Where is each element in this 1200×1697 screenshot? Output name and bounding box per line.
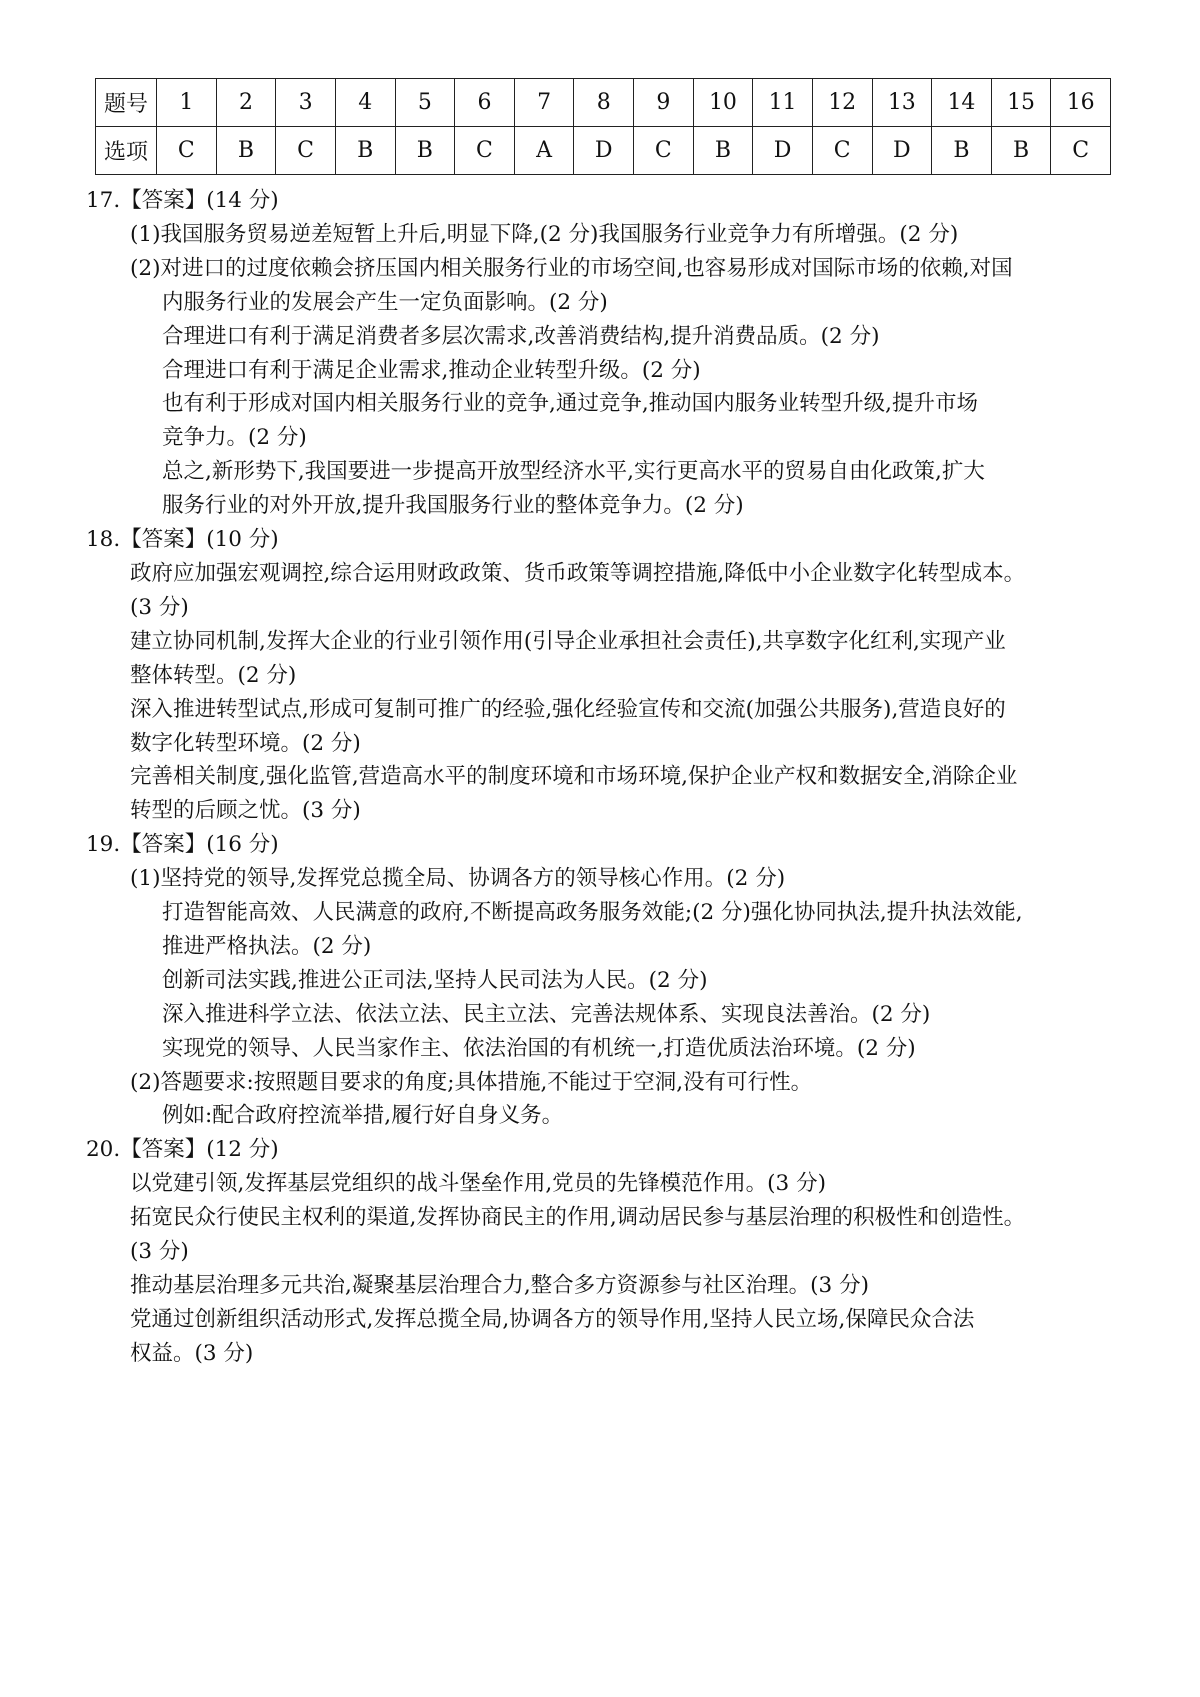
q18-point4-line1: 完善相关制度,强化监管,营造高水平的制度环境和市场环境,保护企业产权和数据安全,消除企业 (130, 764, 1018, 790)
question-number-cell: 16 (1051, 79, 1111, 127)
q19-point-government-line2: 推进严格执法。(2 分) (162, 933, 372, 959)
q17-point-consumers: 合理进口有利于满足消费者多层次需求,改善消费结构,提升消费品质。(2 分) (162, 323, 880, 349)
question-number-cell: 5 (395, 79, 455, 127)
question-20 (86, 1133, 1126, 1370)
q20-point4-line1: 党通过创新组织活动形式,发挥总揽全局,协调各方的领导作用,坚持人民立场,保障民众合法 (130, 1306, 975, 1332)
q17-part2-line2: 内服务行业的发展会产生一定负面影响。(2 分) (162, 289, 608, 315)
question-number-cell: 1 (157, 79, 217, 127)
q17-summary-line2: 服务行业的对外开放,提升我国服务行业的整体竞争力。(2 分) (162, 493, 744, 519)
q18-point1-line1: 政府应加强宏观调控,综合运用财政政策、货币政策等调控措施,降低中小企业数字化转型成本。 (130, 560, 1026, 586)
q19-part2: (2)答题要求:按照题目要求的角度;具体措施,不能过于空洞,没有可行性。 (130, 1069, 813, 1095)
answer-option-cell: B (932, 127, 992, 175)
question-18 (86, 523, 1126, 828)
q19-point-judiciary: 创新司法实践,推进公正司法,坚持人民司法为人民。(2 分) (162, 967, 708, 993)
question-number-cell: 8 (574, 79, 634, 127)
answer-body (86, 184, 1126, 1371)
question-number-cell: 6 (455, 79, 515, 127)
answer-option-cell: A (514, 127, 574, 175)
question-18-title: 18.【答案】(10 分) (86, 527, 279, 553)
answer-option-cell: B (395, 127, 455, 175)
question-17 (86, 184, 1126, 523)
row-label-option: 选项 (96, 127, 157, 175)
question-19-title: 19.【答案】(16 分) (86, 832, 279, 858)
row-label-question-number: 题号 (96, 79, 157, 127)
q17-point-competition-line2: 竞争力。(2 分) (162, 425, 307, 451)
answer-option-row (96, 127, 1111, 175)
answer-option-cell: C (812, 127, 872, 175)
q20-point4-line2: 权益。(3 分) (130, 1340, 254, 1366)
q20-point2-line2: (3 分) (130, 1239, 189, 1265)
q18-point4-line2: 转型的后顾之忧。(3 分) (130, 798, 361, 824)
question-number-cell: 7 (514, 79, 574, 127)
question-number-cell: 11 (753, 79, 813, 127)
q20-point1: 以党建引领,发挥基层党组织的战斗堡垒作用,党员的先锋模范作用。(3 分) (130, 1171, 826, 1197)
answer-option-cell: D (753, 127, 813, 175)
q19-point-government-line1: 打造智能高效、人民满意的政府,不断提高政务服务效能;(2 分)强化协同执法,提升执法效能, (162, 900, 1023, 926)
q19-point-rule-of-law: 实现党的领导、人民当家作主、依法治国的有机统一,打造优质法治环境。(2 分) (162, 1035, 916, 1061)
question-number-cell: 15 (991, 79, 1051, 127)
answer-option-cell: C (157, 127, 217, 175)
q17-summary-line1: 总之,新形势下,我国要进一步提高开放型经济水平,实行更高水平的贸易自由化政策,扩大 (162, 459, 985, 485)
answer-option-cell: C (455, 127, 515, 175)
answer-option-cell: C (634, 127, 694, 175)
question-20-title: 20.【答案】(12 分) (86, 1137, 279, 1163)
question-number-cell: 2 (216, 79, 276, 127)
q20-point2-line1: 拓宽民众行使民主权利的渠道,发挥协商民主的作用,调动居民参与基层治理的积极性和创造性。 (130, 1205, 1026, 1231)
answer-option-cell: B (216, 127, 276, 175)
q19-part2-example: 例如:配合政府控流举措,履行好自身义务。 (162, 1103, 564, 1129)
q19-point-legislation: 深入推进科学立法、依法立法、民主立法、完善法规体系、实现良法善治。(2 分) (162, 1001, 931, 1027)
q17-part2-line1: (2)对进口的过度依赖会挤压国内相关服务行业的市场空间,也容易形成对国际市场的依赖,对国 (130, 255, 1013, 281)
question-number-cell: 12 (812, 79, 872, 127)
answer-option-cell: D (872, 127, 932, 175)
q18-point2-line1: 建立协同机制,发挥大企业的行业引领作用(引导企业承担社会责任),共享数字化红利,实现产业 (130, 628, 1006, 654)
question-19 (86, 828, 1126, 1133)
q17-point-enterprises: 合理进口有利于满足企业需求,推动企业转型升级。(2 分) (162, 357, 701, 383)
q17-part1: (1)我国服务贸易逆差短暂上升后,明显下降,(2 分)我国服务行业竞争力有所增强。(2 分) (130, 221, 959, 247)
question-17-title: 17.【答案】(14 分) (86, 188, 279, 213)
q18-point2-line2: 整体转型。(2 分) (130, 662, 297, 688)
answer-option-cell: B (693, 127, 753, 175)
question-number-cell: 10 (693, 79, 753, 127)
question-number-cell: 9 (634, 79, 694, 127)
q17-point-competition-line1: 也有利于形成对国内相关服务行业的竞争,通过竞争,推动国内服务业转型升级,提升市场 (162, 391, 979, 417)
q20-point3: 推动基层治理多元共治,凝聚基层治理合力,整合多方资源参与社区治理。(3 分) (130, 1273, 869, 1298)
answer-option-cell: B (335, 127, 395, 175)
question-number-row (96, 79, 1111, 127)
answer-option-cell: C (276, 127, 336, 175)
question-number-cell: 3 (276, 79, 336, 127)
question-number-cell: 14 (932, 79, 992, 127)
answer-option-cell: B (991, 127, 1051, 175)
question-number-cell: 13 (872, 79, 932, 127)
q18-point3-line1: 深入推进转型试点,形成可复制可推广的经验,强化经验宣传和交流(加强公共服务),营造良好的 (130, 696, 1006, 722)
answer-option-cell: C (1051, 127, 1111, 175)
answer-key-table (95, 78, 1111, 175)
answer-option-cell: D (574, 127, 634, 175)
q19-part1: (1)坚持党的领导,发挥党总揽全局、协调各方的领导核心作用。(2 分) (130, 866, 786, 892)
q18-point1-line2: (3 分) (130, 594, 189, 620)
question-number-cell: 4 (335, 79, 395, 127)
q18-point3-line2: 数字化转型环境。(2 分) (130, 730, 361, 756)
